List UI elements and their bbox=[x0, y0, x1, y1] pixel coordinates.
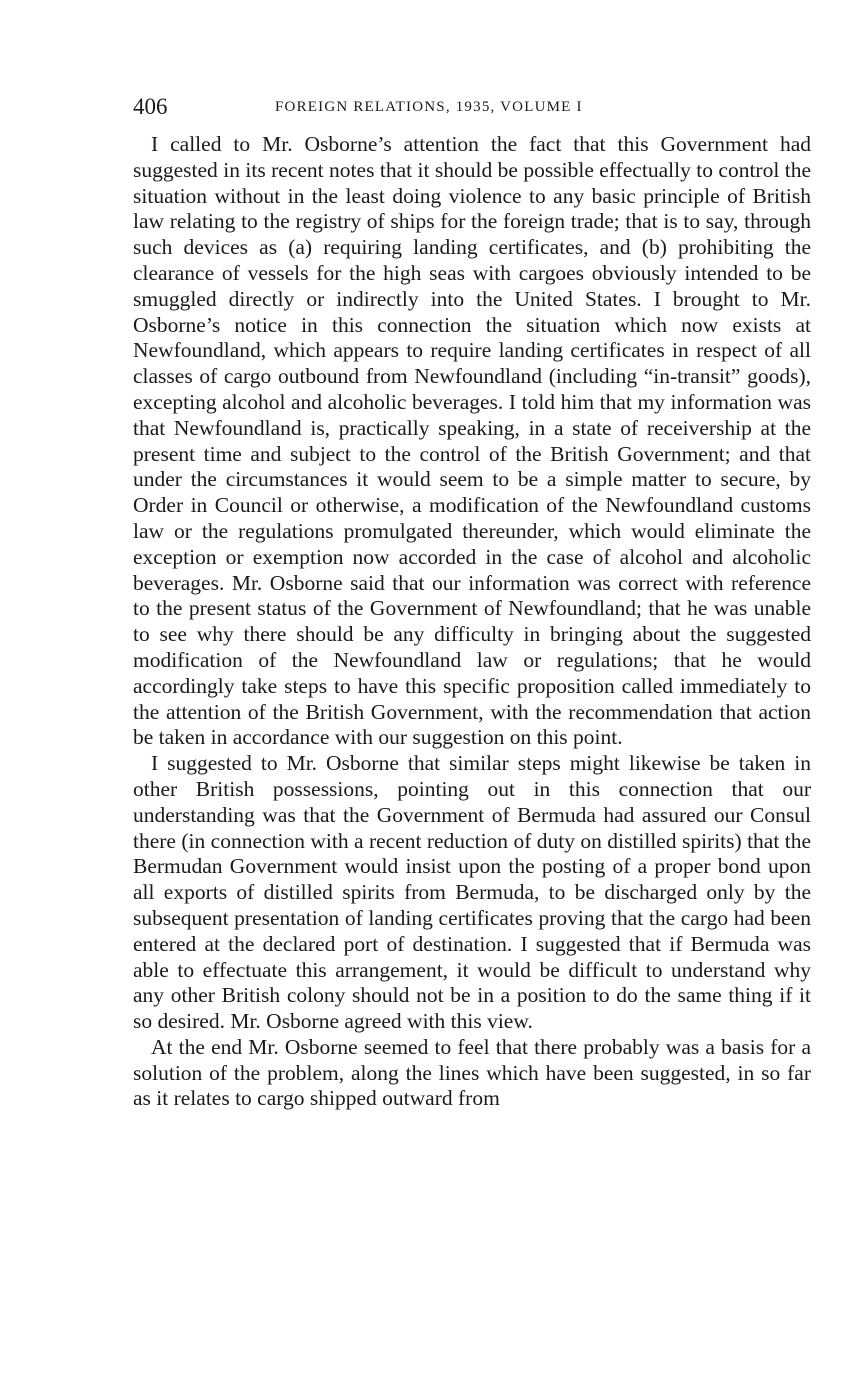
document-page bbox=[133, 92, 811, 1112]
page-number: 406 bbox=[133, 94, 168, 119]
running-head bbox=[133, 92, 811, 122]
paragraph-osborne-attention: I called to Mr. Osborne’s attention the fact that this Government had suggested in its recent notes that it should be possible effectually to control the situation without in the least doing violence to any basic principle of British law relating to the registry of ships for the foreign trade; that is to say, through such devices as (a) requiring landing certificates, and (b) prohibiting the clearance of vessels for the high seas with cargoes obviously intended to be smuggled directly or indirectly into the United States. I brought to Mr. Osborne’s notice in this connection the situation which now exists at Newfoundland, which appears to require landing certificates in respect of all classes of cargo outbound from Newfoundland (including “in-transit” goods), excepting alcohol and alcoholic beverages. I told him that my information was that Newfoundland is, practically speaking, in a state of receivership at the present time and subject to the control of the British Government; and that under the circumstances it would seem to be a simple matter to secure, by Order in Council or otherwise, a modification of the Newfoundland customs law or the regulations promulgated thereunder, which would eliminate the exception or exemption now accorded in the case of alcohol and alcoholic beverages. Mr. Osborne said that our information was correct with reference to the present status of the Government of Newfoundland; that he was unable to see why there should be any difficulty in bringing about the suggested modification of the Newfoundland law or regulations; that he would accordingly take steps to have this specific proposition called immediately to the attention of the British Government, with the recommendation that action be taken in accordance with our suggestion on this point. bbox=[133, 132, 811, 750]
paragraph-conclusion: At the end Mr. Osborne seemed to feel that there probably was a basis for a solution of the problem, along the lines which have been suggested, in so far as it relates to cargo shipped outward from bbox=[133, 1034, 811, 1111]
body-text bbox=[133, 132, 811, 1112]
running-title: FOREIGN RELATIONS, 1935, VOLUME I bbox=[275, 99, 583, 115]
paragraph-bermuda-suggestion: I suggested to Mr. Osborne that similar steps might likewise be taken in other British possessions, pointing out in this connection that our understanding was that the Government of Bermuda had assured our Consul there (in connection with a recent reduction of duty on distilled spirits) that the Bermudan Government would insist upon the posting of a proper bond upon all exports of distilled spirits from Bermuda, to be discharged only by the subsequent presentation of landing certificates proving that the cargo had been entered at the declared port of destination. I suggested that if Bermuda was able to effectuate this arrangement, it would be difficult to understand why any other British colony should not be in a position to do the same thing if it so desired. Mr. Osborne agreed with this view. bbox=[133, 751, 811, 1034]
